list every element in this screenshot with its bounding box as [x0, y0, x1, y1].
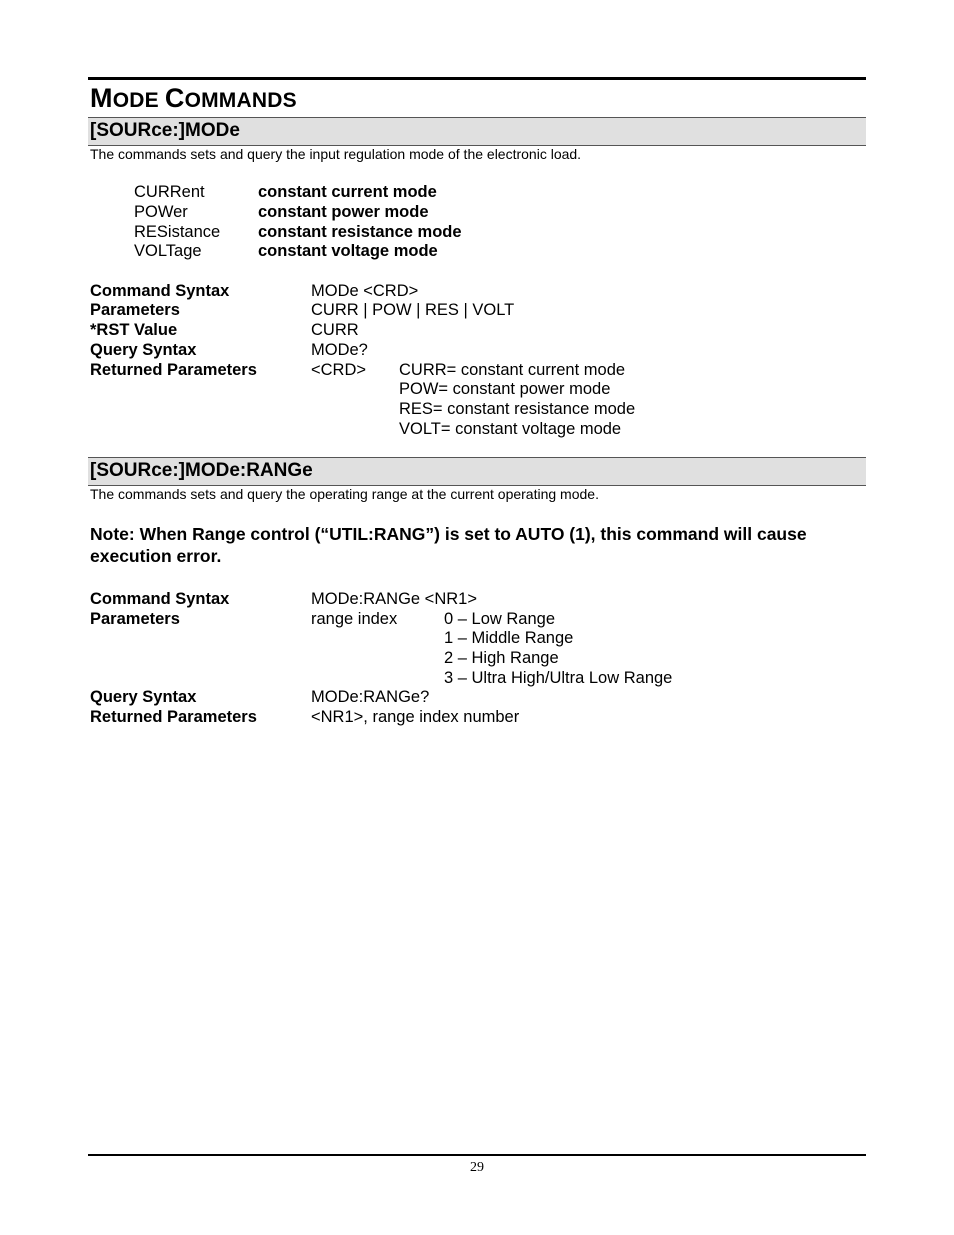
- field-label: Parameters: [90, 301, 180, 319]
- field-value: CURR: [311, 321, 359, 339]
- returned-detail: CURR= constant current mode: [399, 361, 626, 379]
- mode-meaning: constant voltage mode: [258, 242, 438, 260]
- mode-keyword: RESistance: [134, 223, 221, 241]
- page-number: 29: [470, 1160, 484, 1175]
- field-value: <CRD>: [311, 361, 367, 379]
- mode-meaning: constant current mode: [258, 183, 437, 201]
- field-label: Returned Parameters: [90, 361, 257, 379]
- returned-detail: RES= constant resistance mode: [399, 400, 636, 418]
- mode-keyword: CURRent: [134, 183, 205, 201]
- mode-meaning: constant power mode: [258, 203, 429, 221]
- field-value: MODe?: [311, 341, 368, 359]
- mode-keyword: VOLTage: [134, 242, 202, 260]
- field-label: Command Syntax: [90, 282, 230, 300]
- section-header-mode-range: [88, 457, 866, 486]
- top-rule: [88, 77, 866, 80]
- field-value: MODe:RANGe <NR1>: [311, 590, 477, 608]
- range-option: 2 – High Range: [444, 649, 559, 667]
- field-value: MODe:RANGe?: [311, 688, 430, 706]
- field-value: <NR1>, range index number: [311, 708, 520, 726]
- field-label: Parameters: [90, 610, 180, 628]
- section-description: The commands sets and query the input regulation mode of the electronic load.: [90, 146, 582, 162]
- field-label: Query Syntax: [90, 688, 197, 706]
- section-title: [SOURce:]MODe:RANGe: [90, 460, 313, 481]
- field-label: Command Syntax: [90, 590, 230, 608]
- field-value: CURR | POW | RES | VOLT: [311, 301, 515, 319]
- field-value: range index: [311, 610, 398, 628]
- range-option: 3 – Ultra High/Ultra Low Range: [444, 669, 673, 687]
- returned-detail: VOLT= constant voltage mode: [399, 420, 622, 438]
- range-option: 1 – Middle Range: [444, 629, 574, 647]
- section-description: The commands sets and query the operating range at the current operating mode.: [90, 486, 599, 502]
- field-value: MODe <CRD>: [311, 282, 419, 300]
- mode-meaning: constant resistance mode: [258, 223, 462, 241]
- range-note: Note: When Range control (“UTIL:RANG”) is set to AUTO (1), this command will cause execution error.: [90, 524, 807, 566]
- section-header-mode: [88, 117, 866, 146]
- mode-keyword: POWer: [134, 203, 188, 221]
- field-label: Returned Parameters: [90, 708, 257, 726]
- range-option: 0 – Low Range: [444, 610, 555, 628]
- returned-detail: POW= constant power mode: [399, 380, 611, 398]
- field-label: *RST Value: [90, 321, 178, 339]
- section-title: [SOURce:]MODe: [90, 120, 240, 141]
- field-label: Query Syntax: [90, 341, 197, 359]
- footer-rule: [88, 1154, 866, 1156]
- page-title: MODE COMMANDS: [90, 83, 297, 113]
